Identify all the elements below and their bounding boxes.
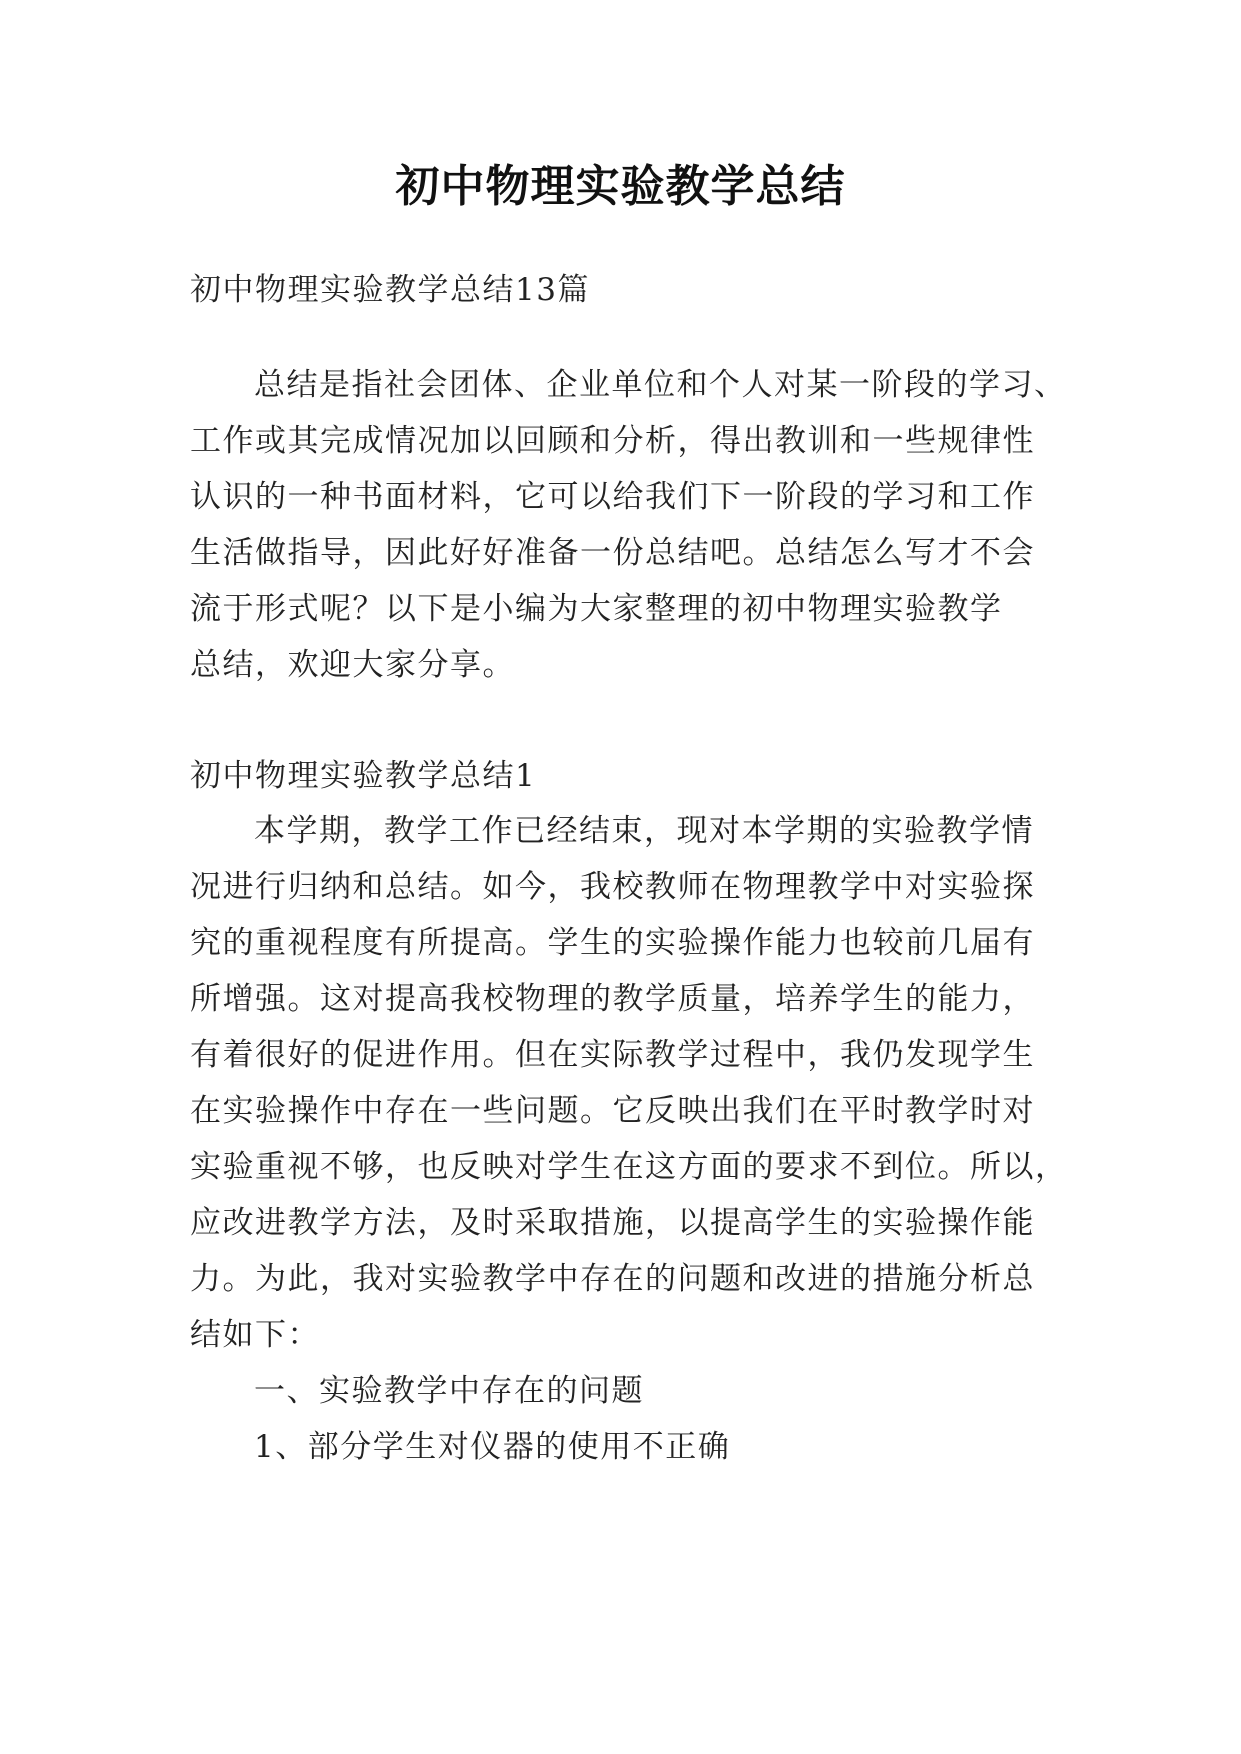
document-title: 初中物理实验教学总结: [395, 161, 846, 212]
intro-line: 生活做指导，因此好好准备一份总结吧。总结怎么写才不会: [190, 535, 1035, 571]
body-line: 应改进教学方法，及时采取措施，以提高学生的实验操作能: [190, 1205, 1035, 1241]
intro-line: 总结，欢迎大家分享。: [190, 647, 515, 683]
document-subtitle: 初中物理实验教学总结13篇: [190, 272, 590, 308]
intro-line: 总结是指社会团体、企业单位和个人对某一阶段的学习、: [254, 367, 1067, 403]
body-line: 实验重视不够，也反映对学生在这方面的要求不到位。所以，: [190, 1149, 1068, 1185]
intro-line: 认识的一种书面材料，它可以给我们下一阶段的学习和工作: [190, 479, 1035, 515]
body-line: 有着很好的促进作用。但在实际教学过程中，我仍发现学生: [190, 1037, 1035, 1073]
intro-line: 工作或其完成情况加以回顾和分析，得出教训和一些规律性: [190, 423, 1035, 459]
body-line: 本学期，教学工作已经结束，现对本学期的实验教学情: [254, 813, 1034, 849]
intro-line: 流于形式呢？以下是小编为大家整理的初中物理实验教学: [190, 591, 1003, 627]
body-line: 究的重视程度有所提高。学生的实验操作能力也较前几届有: [190, 925, 1035, 961]
body-line: 况进行归纳和总结。如今，我校教师在物理教学中对实验探: [190, 869, 1035, 905]
subheading-problems: 一、实验教学中存在的问题: [254, 1373, 644, 1409]
subheading-item-1: 1、部分学生对仪器的使用不正确: [254, 1429, 731, 1465]
body-line: 结如下：: [190, 1317, 320, 1353]
body-line: 力。为此，我对实验教学中存在的问题和改进的措施分析总: [190, 1261, 1035, 1297]
body-line: 所增强。这对提高我校物理的教学质量，培养学生的能力，: [190, 981, 1035, 1017]
section-heading: 初中物理实验教学总结1: [190, 758, 537, 794]
body-line: 在实验操作中存在一些问题。它反映出我们在平时教学时对: [190, 1093, 1035, 1129]
